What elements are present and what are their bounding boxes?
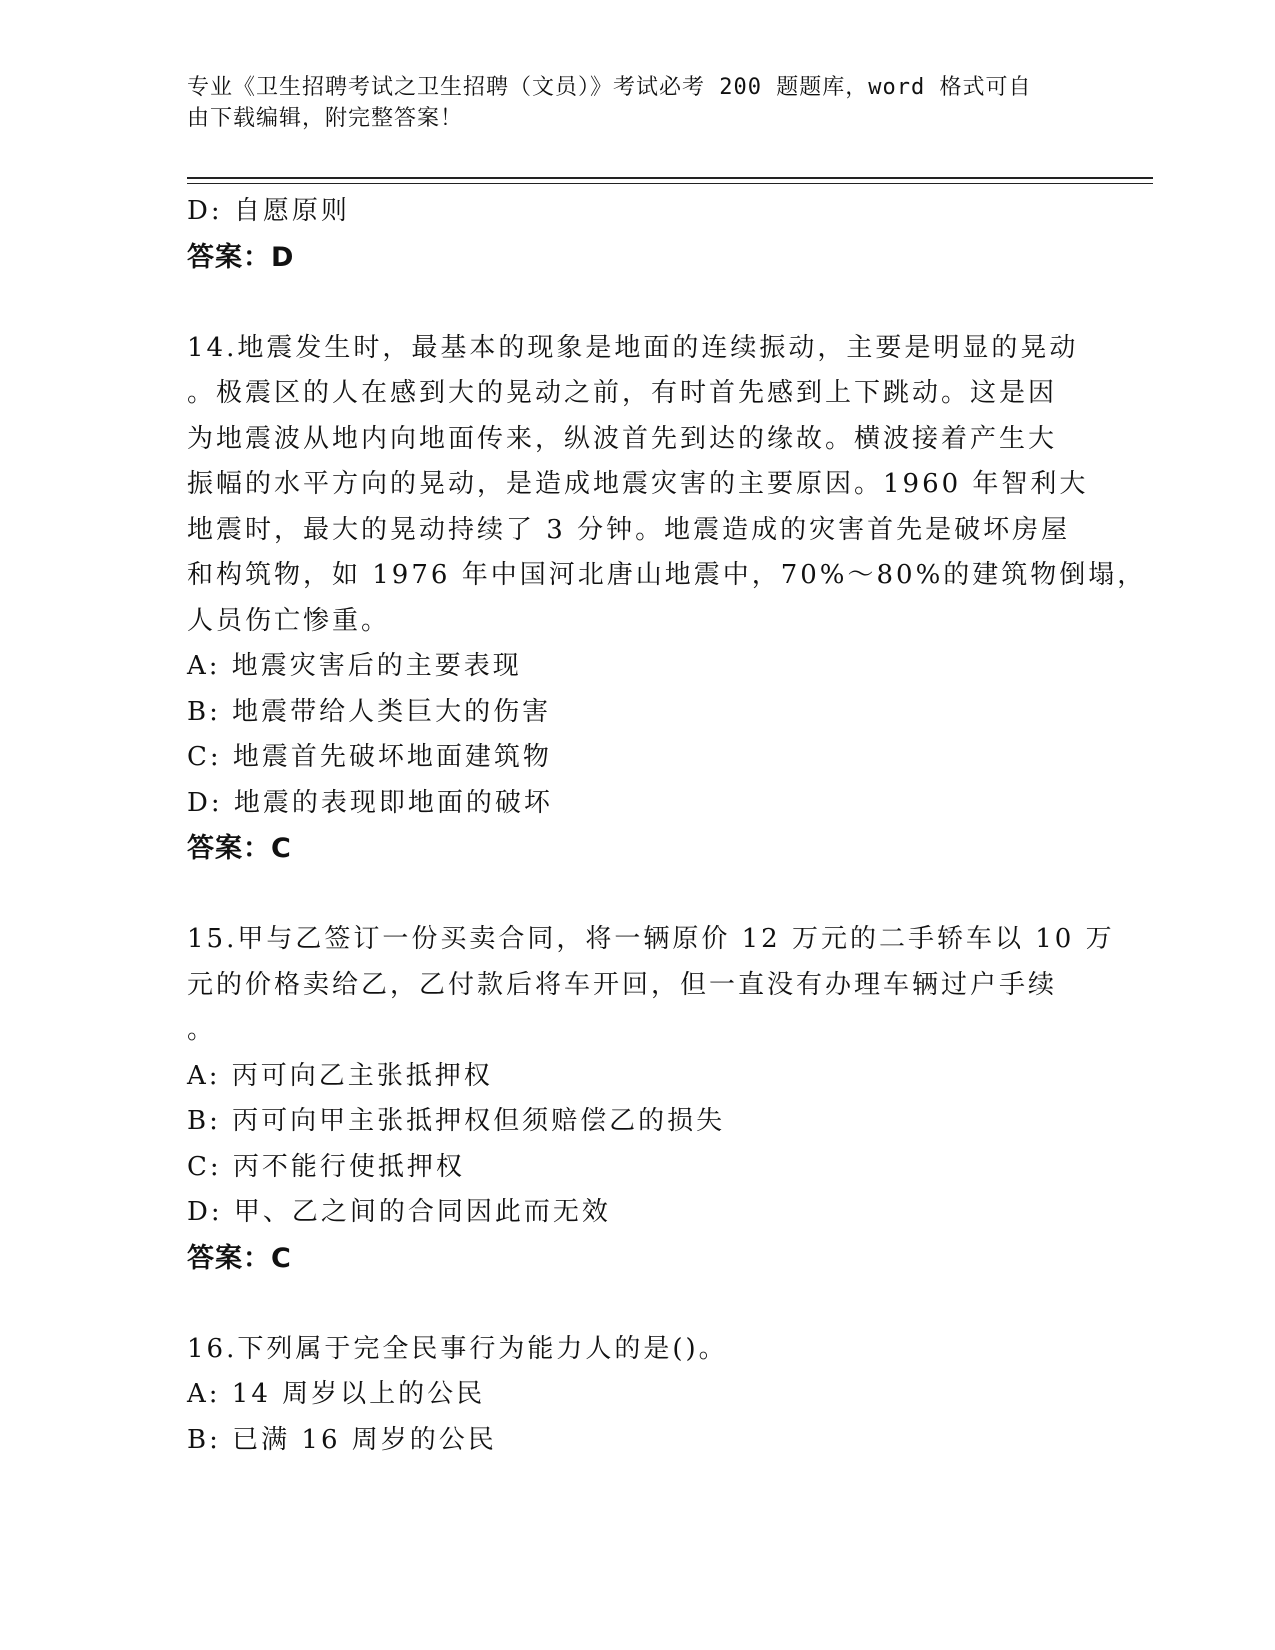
question-stem-line: 14.地震发生时，最基本的现象是地面的连续振动，主要是明显的晃动 (187, 332, 1079, 363)
question-14 (187, 326, 1147, 872)
header-line-1: 专业《卫生招聘考试之卫生招聘（文员）》考试必考 200 题题库，word 格式可自 (187, 75, 1032, 100)
question-stem-line: 地震时，最大的晃动持续了 3 分钟。地震造成的灾害首先是破坏房屋 (187, 514, 1071, 545)
spacer (187, 1281, 1067, 1327)
option-c: C: 丙不能行使抵押权 (187, 1151, 465, 1182)
question-stem-line: 16.下列属于完全民事行为能力人的是()。 (187, 1333, 728, 1364)
question-stem-line: 人员伤亡惨重。 (187, 605, 391, 636)
option-b: B: 已满 16 周岁的公民 (187, 1424, 497, 1455)
header-line-2: 由下载编辑，附完整答案！ (187, 106, 464, 131)
question-15 (187, 917, 1115, 1281)
question-stem-line: 。极震区的人在感到大的晃动之前，有时首先感到上下跳动。这是因 (187, 378, 1058, 408)
option-a: A: 地震灾害后的主要表现 (187, 651, 522, 681)
option-a: A: 14 周岁以上的公民 (187, 1379, 486, 1409)
answer-line: 答案：C (187, 833, 292, 864)
spacer (187, 280, 1067, 326)
question-stem-line: 为地震波从地内向地面传来，纵波首先到达的缘故。横波接着产生大 (187, 423, 1058, 454)
question-13-tail (187, 189, 1067, 280)
spacer (187, 872, 1067, 918)
option-b: B: 地震带给人类巨大的伤害 (187, 696, 552, 727)
header-divider-thin (187, 183, 1153, 184)
header-divider-thick (187, 177, 1153, 179)
option-d: D: 自愿原则 (187, 196, 350, 226)
answer-line: 答案：C (187, 1242, 292, 1274)
option-a: A: 丙可向乙主张抵押权 (187, 1060, 493, 1091)
question-stem-line: 15.甲与乙签订一份买卖合同，将一辆原价 12 万元的二手轿车以 10 万 (187, 924, 1115, 954)
option-c: C: 地震首先破坏地面建筑物 (187, 742, 552, 772)
answer-line: 答案：D (187, 241, 295, 273)
option-d: D: 甲、乙之间的合同因此而无效 (187, 1197, 611, 1227)
document-header (187, 72, 1067, 134)
question-16 (187, 1327, 1067, 1464)
question-stem-line: 元的价格卖给乙，乙付款后将车开回，但一直没有办理车辆过户手续 (187, 969, 1058, 1000)
question-stem-line: 振幅的水平方向的晃动，是造成地震灾害的主要原因。1960 年智利大 (187, 469, 1089, 499)
question-stem-line: 。 (187, 1015, 217, 1045)
document-body (187, 189, 1147, 1463)
question-stem-line: 和构筑物，如 1976 年中国河北唐山地震中，70%～80%的建筑物倒塌， (187, 560, 1147, 590)
option-b: B: 丙可向甲主张抵押权但须赔偿乙的损失 (187, 1106, 726, 1136)
option-d: D: 地震的表现即地面的破坏 (187, 787, 553, 818)
